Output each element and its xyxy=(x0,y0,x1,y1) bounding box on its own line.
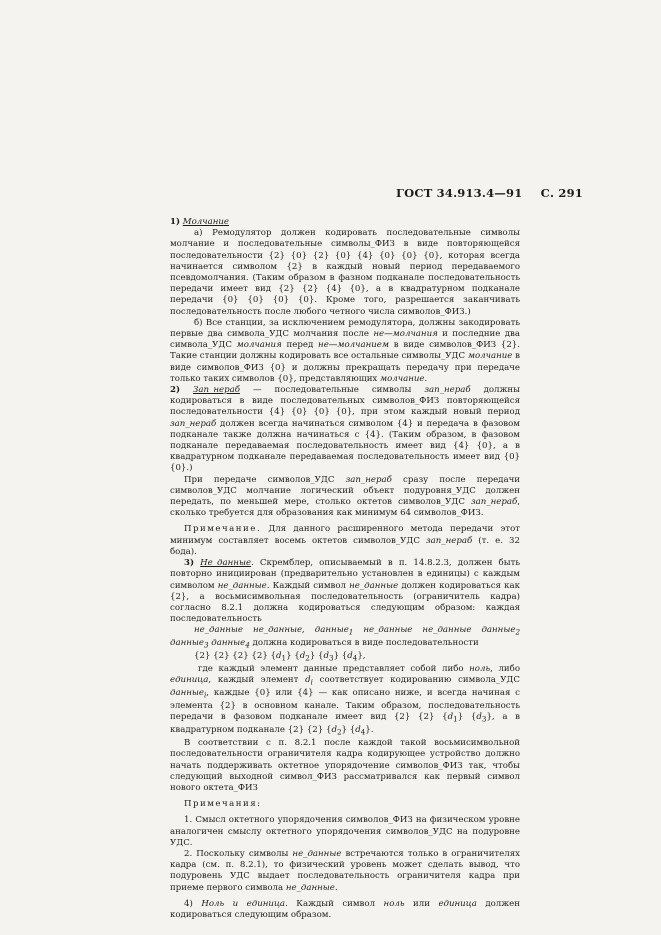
paragraph: 2) Зап_нераб — последовательные символы зап_нераб должны кодироваться в виде последовательных символов_ФИЗ повторяющейся последовательности {4} {0} {0} {0}, при этом каждый новый период зап_нераб должен всегда начинаться символом {4} и передача в фазовом подканале также должна начинаться с {4}. (Таким образом, в фазовом подканале передаваемая последовательность имеет вид {4} {0}, а в квадратурном подканале передаваемая последовательность имеет вид {0} {0}.) xyxy=(170,385,520,474)
paragraph: 1. Смысл октетного упорядочения символов_ФИЗ на физическом уровне аналогичен смыслу октетного упорядочения символов_УДС на подуровне УДС. xyxy=(170,815,520,848)
paragraph: а) Ремодулятор должен кодировать последовательные символы молчание и последовательные символы_ФИЗ в виде повторяющейся последовательности {2} {0} {2} {0} {4} {0} {0} {0}, которая всегда начинается символом {2} в каждый новый период передаваемого псевдомолчания. (Таким образом в фазном подканале последовательность передачи имеет вид {2} {2} {4} {0}, а в квадратурном подканале передачи {0} {0} {0} {0}. Кроме того, разрешается заканчивать последовательность после любого четного числа символов_ФИЗ.) xyxy=(170,228,520,317)
paragraph: В соответствии с п. 8.2.1 после каждой такой восьмисимвольной последовательности ограничителя кадра кодирующее устройство должно начать поддерживать октетное упорядочение символов_ФИЗ так, чтобы следующий выходной символ_ФИЗ рассматривался как первый символ нового октета_ФИЗ xyxy=(170,738,520,793)
paragraph: Примечания: xyxy=(184,799,262,810)
paragraph: При передаче символов_УДС зап_нераб сразу после передачи символов_УДС молчание логический объект подуровня_УДС должен передать, по меньшей мере, столько октетов символов_УДС зап_нераб, сколько требуется для образования как минимум 64 символов_ФИЗ. xyxy=(170,474,520,519)
paragraph: Примечание. Для данного расширенного метода передачи этот минимум составляет восемь октетов символов_УДС зап_нераб (т. е. 32 бода). xyxy=(170,524,520,557)
page-number: С. 291 xyxy=(540,186,583,200)
document-body xyxy=(170,212,520,921)
paragraph: {2} {2} {2} {2} $\{d_1\}$ $\{d_2\}$ $\{d_3\}$ $\{d_4\}$, xyxy=(194,651,366,663)
paragraph: 1) Молчание xyxy=(170,217,229,227)
paragraph: где каждый элемент данные представляет собой либо ноль, либо единица, каждый элемент $d_i$ соответствует кодированию символа_УДС данные$_i$, каждые {0} или {4} — как описано ниже, и всегда начиная с элемента {2} в основном канале. Таким образом, последовательность передачи в фазовом подканале имеет вид {2} {2} $\{d_1\}$ $\{d_3\}$, а в квадратурном подканале {2} {2} $\{d_2\}$ $\{d_4\}$. xyxy=(170,664,521,737)
paragraph: не_данные не_данные, данные$_1$ не_данные не_данные данные$_2$ данные$_3$ данные$_4$ должна кодироваться в виде последовательности xyxy=(170,625,520,650)
paragraph: б) Все станции, за исключением ремодулятора, должны закодировать первые два символа_УДС молчания после не—молчания и последние два символа_УДС молчания перед не—молчанием в виде символов_ФИЗ {2}. Такие станции должны кодировать все остальные символы_УДС молчание в виде символов_ФИЗ {0} и должны прекращать передачу при передаче только таких символов {0}, представляющих молчание. xyxy=(170,317,520,384)
paragraph: 4) Ноль и единица. Каждый символ ноль или единица должен кодироваться следующим образом. xyxy=(170,898,520,921)
standard-number: ГОСТ 34.913.4—91 xyxy=(396,186,523,200)
paragraph: 3) Не_данные. Скремблер, описываемый в п. 14.8.2.3, должен быть повторно инициирован (предварительно установлен в единицы) с каждым символом не_данные. Каждый символ не_данные должен кодироваться как {2}, а восьмисимвольная последовательность (ограничитель кадра) согласно 8.2.1 должна кодироваться следующим образом: каждая последовательность xyxy=(170,558,520,625)
paragraph: 2. Поскольку символы не_данные встречаются только в ограничителях кадра (см. п. 8.2.1), то физический уровень может сделать вывод, что подуровень УДС выдает последовательность ограничителя кадра при приеме первого символа не_данные. xyxy=(170,849,520,893)
page-header xyxy=(396,186,583,200)
